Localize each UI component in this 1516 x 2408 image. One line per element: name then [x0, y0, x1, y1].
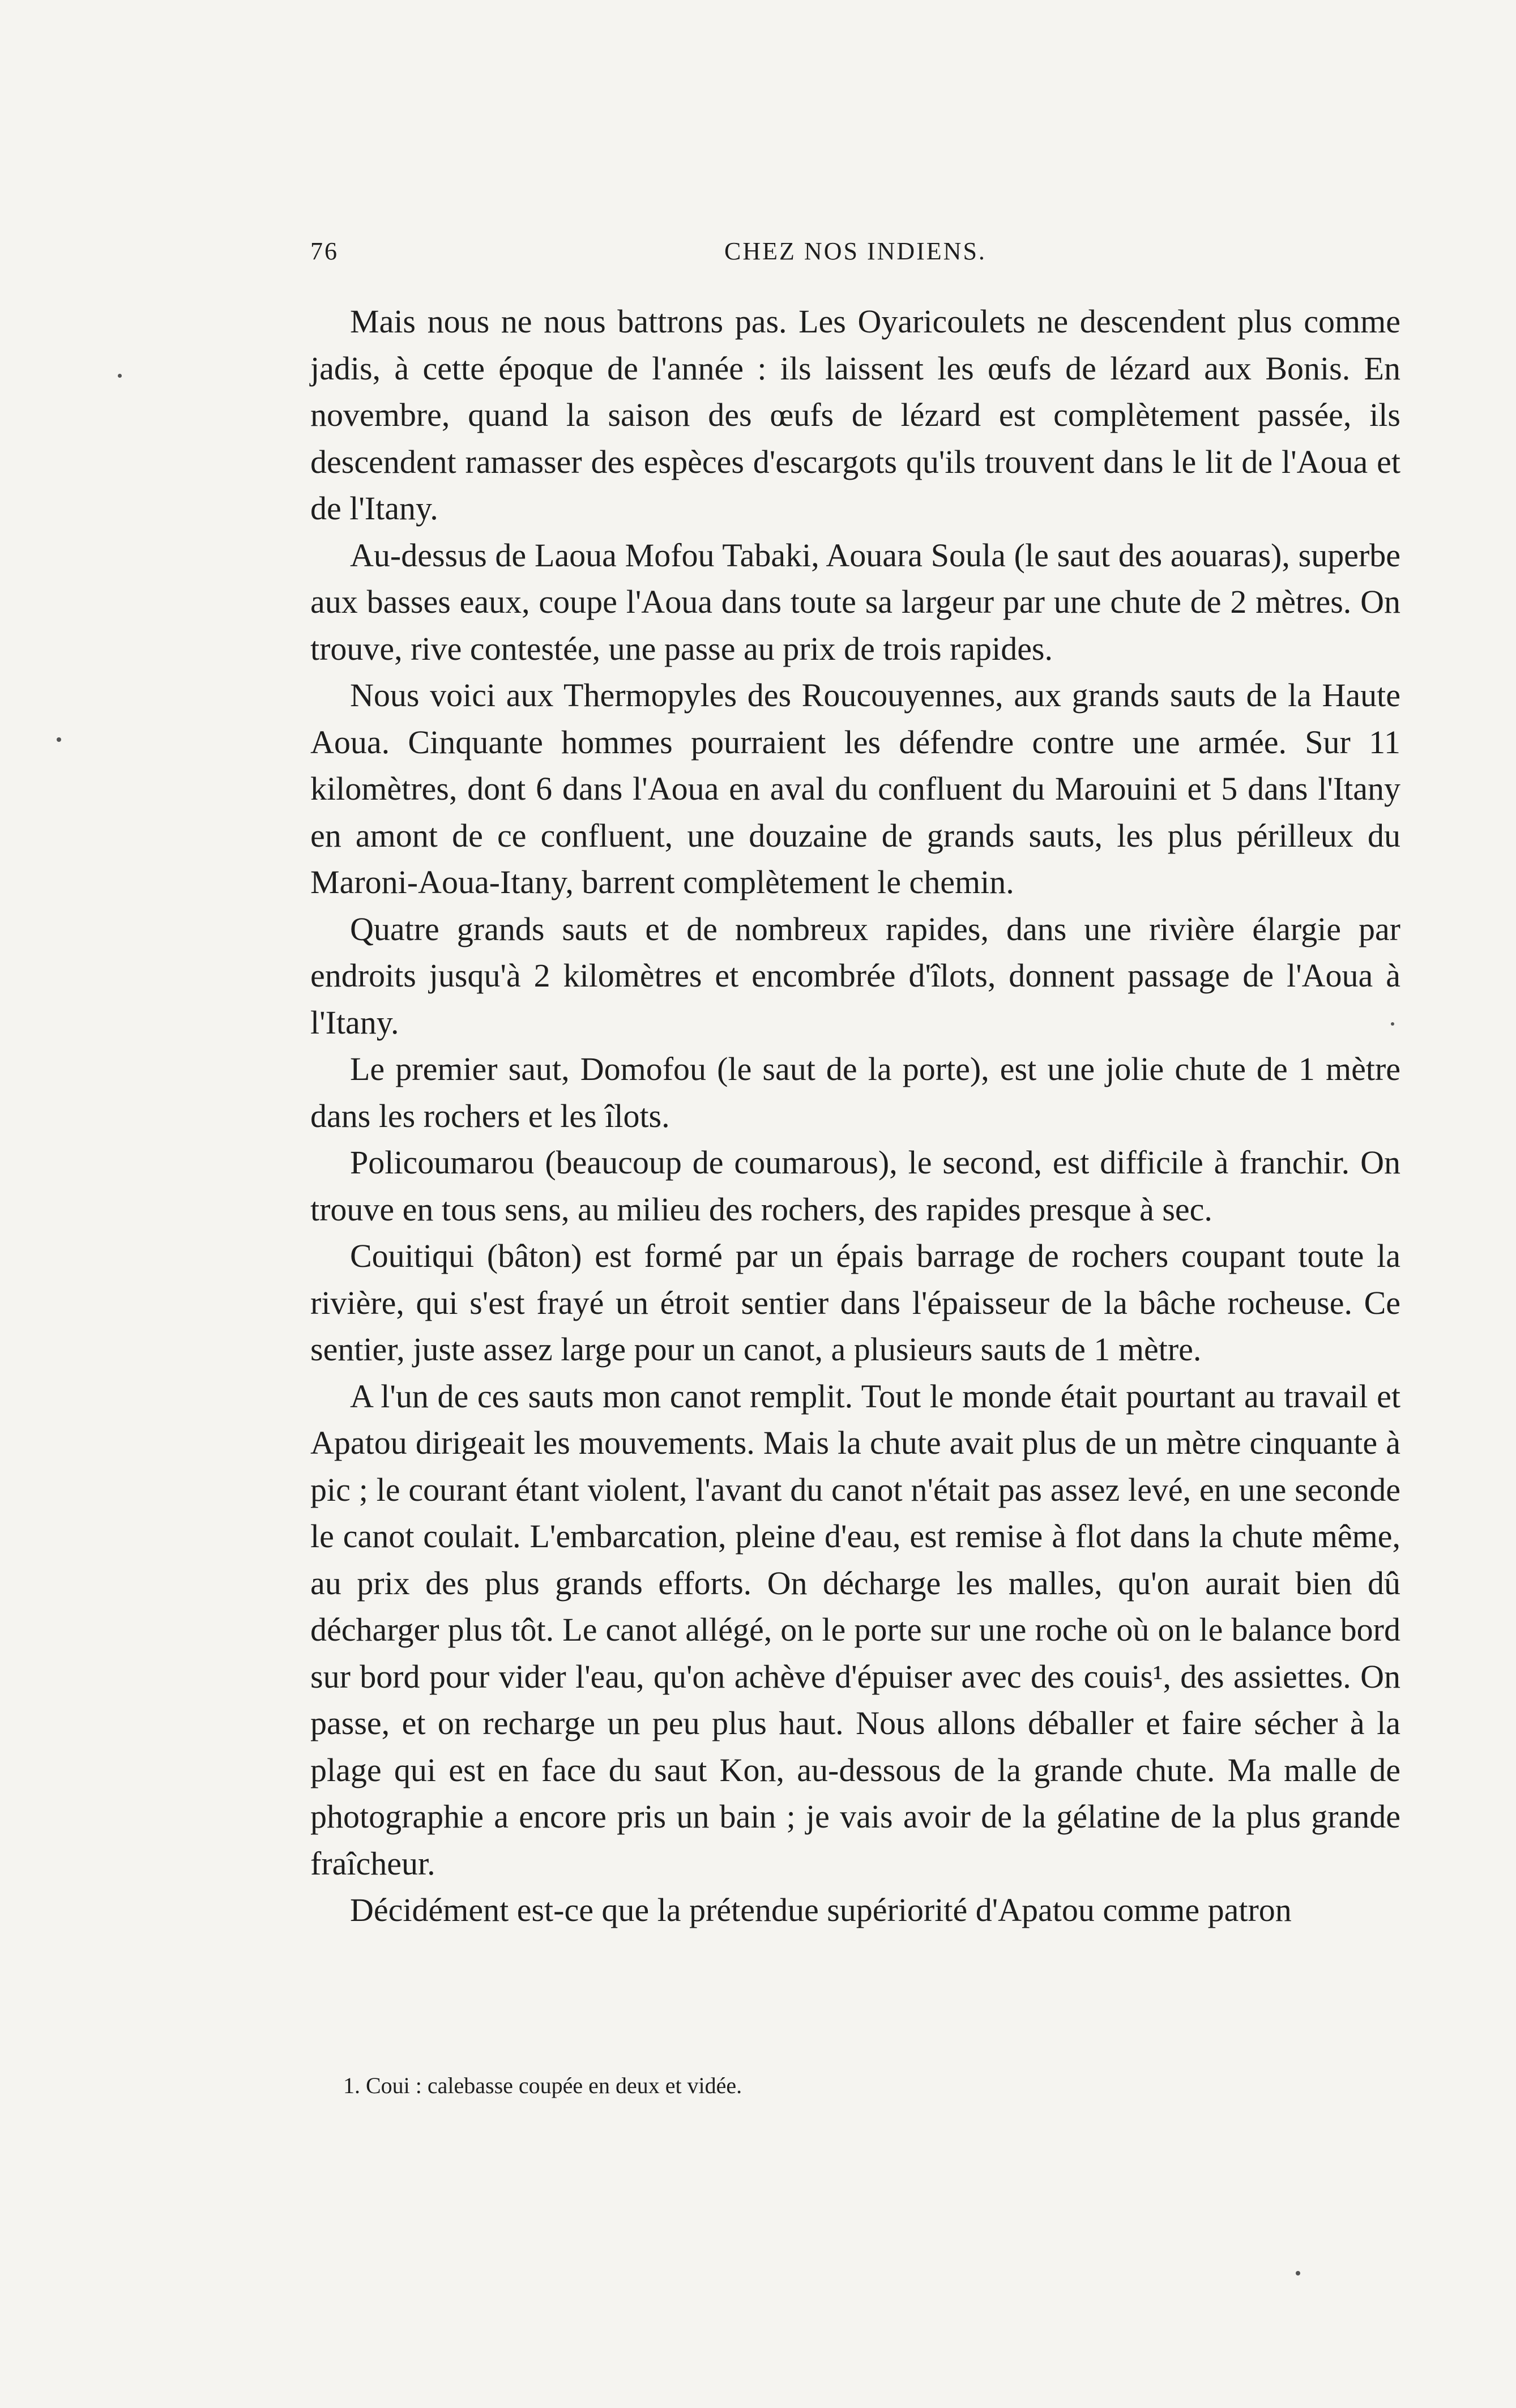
paragraph: Mais nous ne nous battrons pas. Les Oyaricoulets ne descendent plus comme jadis, à cette époque de l'année : ils laissent les œufs de lézard aux Bonis. En novembre, quand la saison des œufs de lézard est complètement passée, ils descendent ramasser des espèces d'escargots qu'ils trouvent dans le lit de l'Aoua et de l'Itany. — [310, 303, 1400, 527]
paragraph: Décidément est-ce que la prétendue supériorité d'Apatou comme patron — [350, 1892, 1292, 1928]
print-speck — [1296, 2271, 1300, 2275]
print-speck — [1391, 1022, 1394, 1026]
page-number: 76 — [310, 237, 339, 265]
print-speck — [118, 374, 122, 378]
paragraph: A l'un de ces sauts mon canot remplit. Tout le monde était pourtant au travail et Apatou dirigeait les mouvements. Mais la chute avait plus de un mètre cinquante à pic ; le courant étant violent, l'avant du canot n'était pas assez levé, en une seconde le canot coulait. L'embarcation, pleine d'eau, est remise à flot dans la chute même, au prix des plus grands efforts. On décharge les malles, qu'on aurait bien dû décharger plus tôt. Le canot allégé, on le porte sur une roche où on le balance bord sur bord pour vider l'eau, qu'on achève d'épuiser avec des couis¹, des assiettes. On passe, et on recharge un peu plus haut. Nous allons déballer et faire sécher à la plage qui est en face du saut Kon, au-dessous de la grande chute. Ma malle de photographie a encore pris un bain ; je vais avoir de la gélatine de la plus grande fraîcheur. — [310, 1377, 1400, 1882]
paragraph: Le premier saut, Domofou (le saut de la porte), est une jolie chute de 1 mètre dans les rochers et les îlots. — [310, 1051, 1400, 1134]
paragraph: Couitiqui (bâton) est formé par un épais barrage de rochers coupant toute la rivière, qui s'est frayé un étroit sentier dans l'épaisseur de la bâche rocheuse. Ce sentier, juste assez large pour un canot, a plusieurs sauts de 1 mètre. — [310, 1237, 1400, 1368]
running-head — [310, 237, 1400, 271]
running-title: CHEZ NOS INDIENS. — [724, 237, 987, 265]
print-speck — [57, 737, 61, 742]
paragraph: Au-dessus de Laoua Mofou Tabaki, Aouara Soula (le saut des aouaras), superbe aux basses eaux, coupe l'Aoua dans toute sa largeur par une chute de 2 mètres. On trouve, rive contestée, une passe au prix de trois rapides. — [310, 536, 1400, 667]
paragraph: Quatre grands sauts et de nombreux rapides, dans une rivière élargie par endroits jusqu'à 2 kilomètres et encombrée d'îlots, donnent passage de l'Aoua à l'Itany. — [310, 910, 1400, 1041]
footnote: 1. Coui : calebasse coupée en deux et vidée. — [343, 2073, 742, 2098]
body-text — [310, 298, 1400, 1934]
paragraph: Policoumarou (beaucoup de coumarous), le second, est difficile à franchir. On trouve en tous sens, au milieu des rochers, des rapides presque à sec. — [310, 1144, 1400, 1228]
paragraph: Nous voici aux Thermopyles des Roucouyennes, aux grands sauts de la Haute Aoua. Cinquante hommes pourraient les défendre contre une armée. Sur 11 kilomètres, dont 6 dans l'Aoua en aval du confluent du Marouini et 5 dans l'Itany en amont de ce confluent, une douzaine de grands sauts, les plus périlleux du Maroni-Aoua-Itany, barrent complètement le chemin. — [310, 677, 1400, 900]
